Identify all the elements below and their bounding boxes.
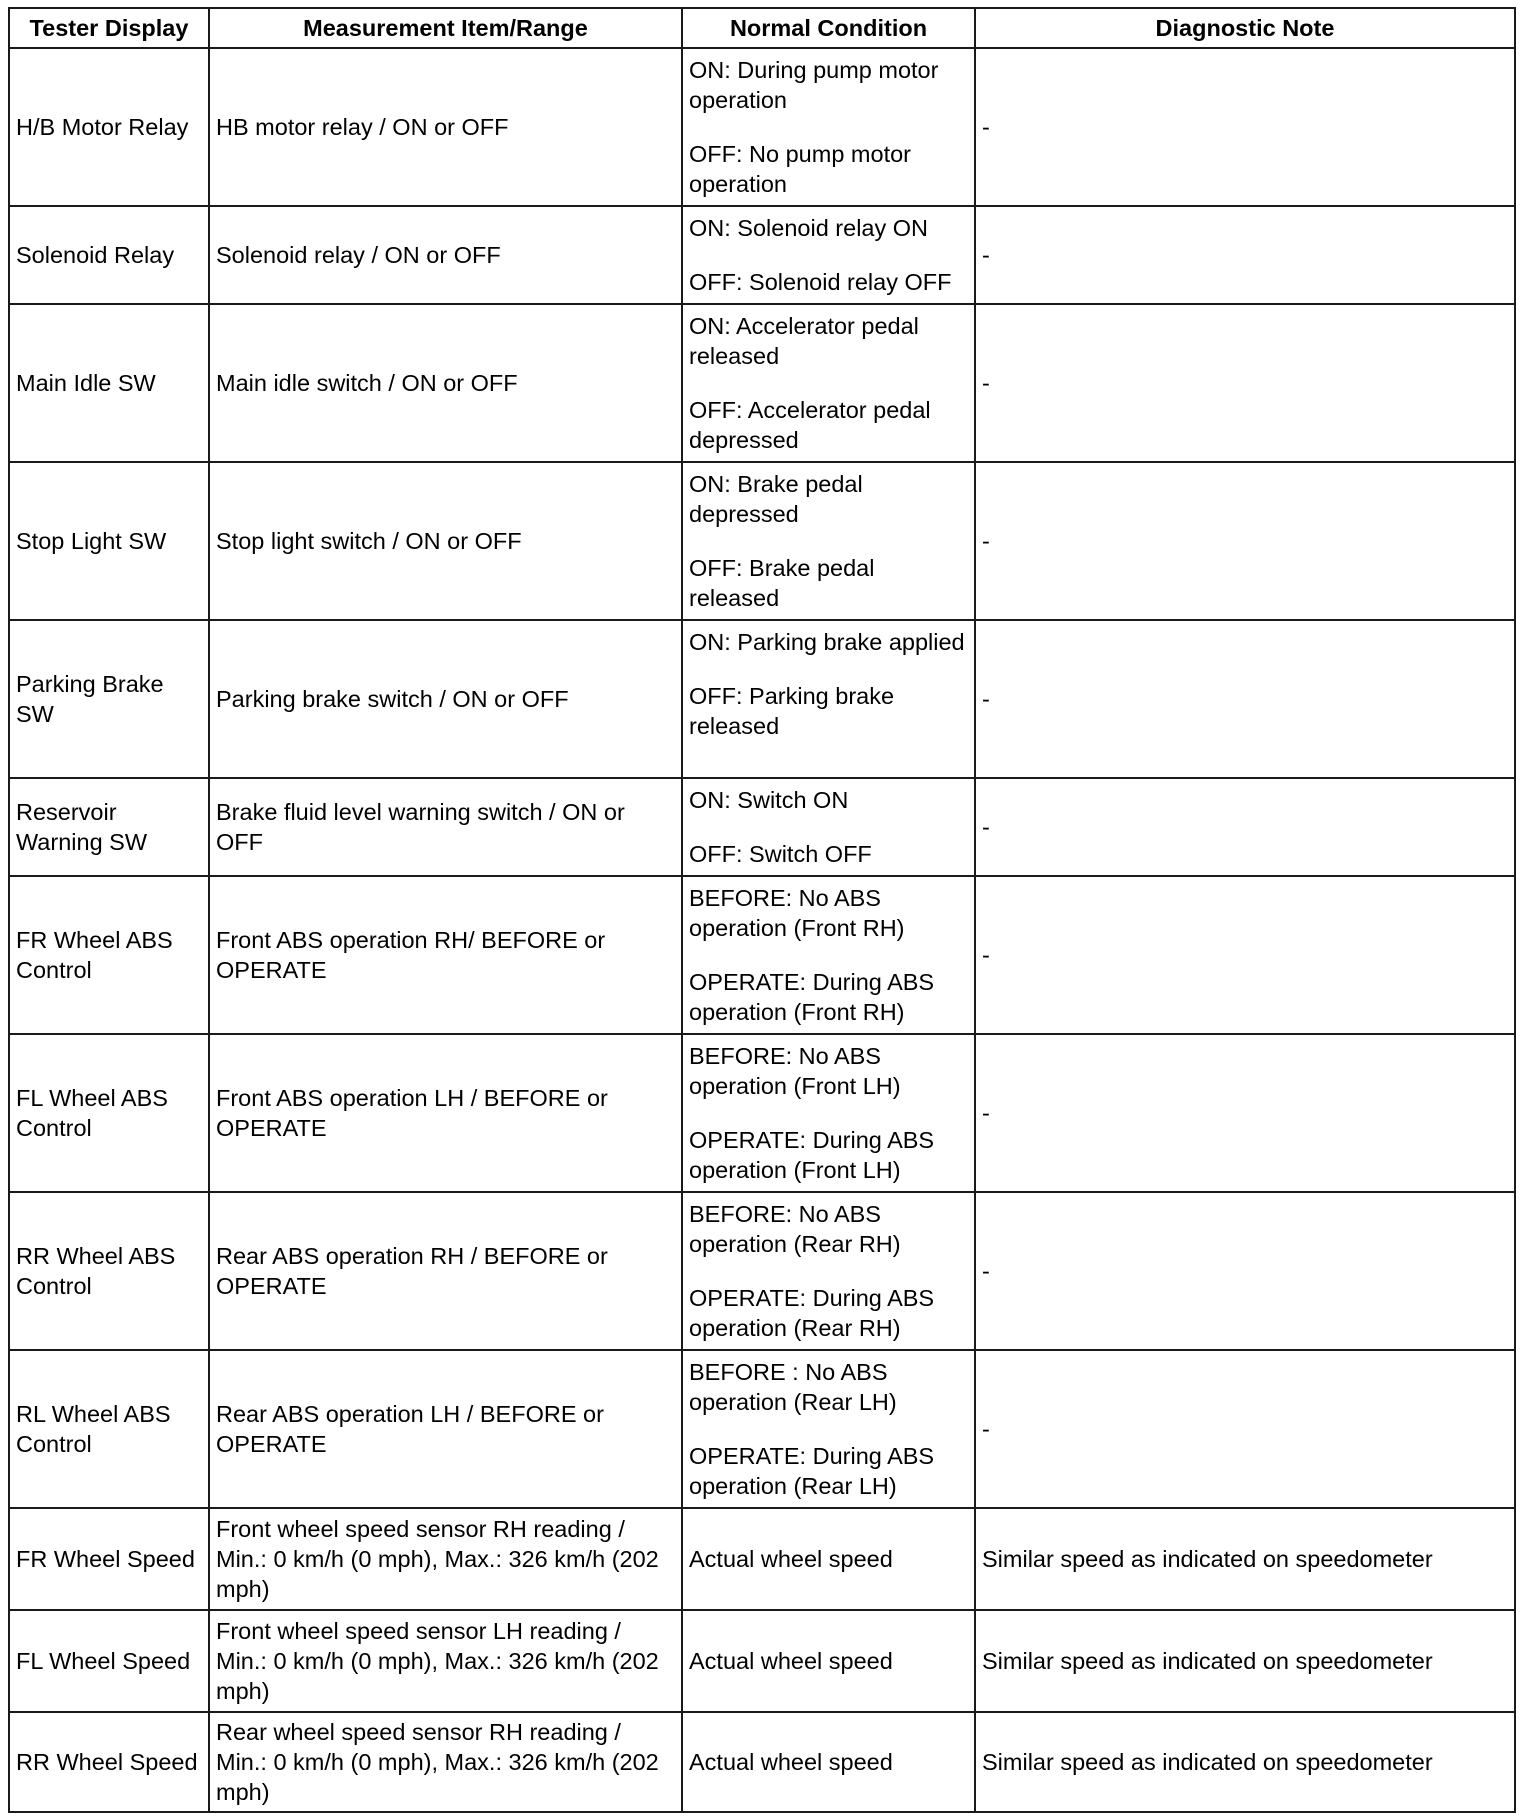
measurement-cell: HB motor relay / ON or OFF <box>209 48 682 206</box>
table-header-row <box>9 8 1515 48</box>
diagnostic-note-cell: - <box>975 206 1515 304</box>
condition-line: OPERATE: During ABS operation (Front RH) <box>689 969 935 1025</box>
normal-condition-cell <box>682 462 975 620</box>
condition-line: OFF: Parking brake released <box>689 683 895 739</box>
condition-line: OPERATE: During ABS operation (Front LH) <box>689 1127 935 1183</box>
diagnostic-note-cell: Similar speed as indicated on speedometer <box>975 1508 1515 1610</box>
condition-line: ON: Brake pedal depressed <box>689 471 863 527</box>
measurement-cell: Stop light switch / ON or OFF <box>209 462 682 620</box>
header-diagnostic-note: Diagnostic Note <box>975 8 1515 48</box>
table-row <box>9 48 1515 206</box>
table-row <box>9 1350 1515 1508</box>
header-normal-condition: Normal Condition <box>682 8 975 48</box>
diagnostic-note-cell: Similar speed as indicated on speedometer <box>975 1610 1515 1712</box>
table-row <box>9 304 1515 462</box>
tester-display-cell: FR Wheel Speed <box>9 1508 209 1610</box>
table-row <box>9 1192 1515 1350</box>
tester-display-cell: Stop Light SW <box>9 462 209 620</box>
table-row <box>9 1034 1515 1192</box>
diagnostic-note-cell: - <box>975 48 1515 206</box>
tester-display-cell: Main Idle SW <box>9 304 209 462</box>
condition-line: BEFORE: No ABS operation (Rear RH) <box>689 1201 901 1257</box>
table-row <box>9 876 1515 1034</box>
measurement-cell: Solenoid relay / ON or OFF <box>209 206 682 304</box>
condition-line: ON: Accelerator pedal released <box>689 313 919 369</box>
normal-condition-cell: Actual wheel speed <box>682 1712 975 1812</box>
table-row <box>9 1712 1515 1812</box>
diagnostic-note-cell: - <box>975 1034 1515 1192</box>
condition-line: BEFORE: No ABS operation (Front RH) <box>689 885 905 941</box>
table-row <box>9 206 1515 304</box>
condition-line: OFF: Switch OFF <box>689 841 872 867</box>
table-row <box>9 1610 1515 1712</box>
condition-line: ON: Solenoid relay ON <box>689 215 929 241</box>
normal-condition-cell <box>682 1034 975 1192</box>
normal-condition-cell: Actual wheel speed <box>682 1610 975 1712</box>
condition-line: OPERATE: During ABS operation (Rear LH) <box>689 1443 935 1499</box>
diagnostic-note-cell: - <box>975 620 1515 778</box>
tester-display-cell: FR Wheel ABS Control <box>9 876 209 1034</box>
header-measurement-item: Measurement Item/Range <box>209 8 682 48</box>
tester-display-cell: H/B Motor Relay <box>9 48 209 206</box>
condition-line: ON: Parking brake applied <box>689 629 965 655</box>
condition-line: OPERATE: During ABS operation (Rear RH) <box>689 1285 935 1341</box>
condition-line: OFF: Brake pedal released <box>689 555 875 611</box>
condition-line: BEFORE : No ABS operation (Rear LH) <box>689 1359 897 1415</box>
tester-display-cell: Parking Brake SW <box>9 620 209 778</box>
diagnostic-note-cell: - <box>975 1350 1515 1508</box>
tester-display-cell: RL Wheel ABS Control <box>9 1350 209 1508</box>
condition-line: ON: During pump motor operation <box>689 57 939 113</box>
condition-line: BEFORE: No ABS operation (Front LH) <box>689 1043 901 1099</box>
diagnostic-note-cell: Similar speed as indicated on speedometer <box>975 1712 1515 1812</box>
normal-condition-cell <box>682 876 975 1034</box>
tester-display-cell: Reservoir Warning SW <box>9 778 209 876</box>
measurement-cell: Rear wheel speed sensor RH reading / Min.: 0 km/h (0 mph), Max.: 326 km/h (202 mph) <box>209 1712 682 1812</box>
diagnostic-note-cell: - <box>975 778 1515 876</box>
tester-display-cell: Solenoid Relay <box>9 206 209 304</box>
measurement-cell: Front ABS operation RH/ BEFORE or OPERATE <box>209 876 682 1034</box>
condition-line: OFF: Accelerator pedal depressed <box>689 397 931 453</box>
normal-condition-cell <box>682 1192 975 1350</box>
table-row <box>9 620 1515 778</box>
table-row <box>9 1508 1515 1610</box>
normal-condition-cell <box>682 1350 975 1508</box>
normal-condition-cell <box>682 304 975 462</box>
normal-condition-cell <box>682 778 975 876</box>
condition-line: ON: Switch ON <box>689 787 849 813</box>
tester-display-cell: FL Wheel Speed <box>9 1610 209 1712</box>
measurement-cell: Rear ABS operation LH / BEFORE or OPERATE <box>209 1350 682 1508</box>
measurement-cell: Brake fluid level warning switch / ON or OFF <box>209 778 682 876</box>
measurement-cell: Front wheel speed sensor LH reading / Min.: 0 km/h (0 mph), Max.: 326 km/h (202 mph) <box>209 1610 682 1712</box>
tester-display-cell: RR Wheel Speed <box>9 1712 209 1812</box>
header-tester-display: Tester Display <box>9 8 209 48</box>
measurement-cell: Front ABS operation LH / BEFORE or OPERATE <box>209 1034 682 1192</box>
normal-condition-cell <box>682 620 975 778</box>
measurement-cell: Rear ABS operation RH / BEFORE or OPERATE <box>209 1192 682 1350</box>
measurement-cell: Main idle switch / ON or OFF <box>209 304 682 462</box>
diagnostic-note-cell: - <box>975 304 1515 462</box>
tester-display-cell: FL Wheel ABS Control <box>9 1034 209 1192</box>
tester-display-cell: RR Wheel ABS Control <box>9 1192 209 1350</box>
table-row <box>9 778 1515 876</box>
diagnostic-data-table <box>8 7 1516 1813</box>
measurement-cell: Parking brake switch / ON or OFF <box>209 620 682 778</box>
diagnostic-note-cell: - <box>975 876 1515 1034</box>
measurement-cell: Front wheel speed sensor RH reading / Min.: 0 km/h (0 mph), Max.: 326 km/h (202 mph) <box>209 1508 682 1610</box>
condition-line: OFF: No pump motor operation <box>689 141 911 197</box>
normal-condition-cell <box>682 48 975 206</box>
normal-condition-cell: Actual wheel speed <box>682 1508 975 1610</box>
condition-line: OFF: Solenoid relay OFF <box>689 269 952 295</box>
table-row <box>9 462 1515 620</box>
normal-condition-cell <box>682 206 975 304</box>
diagnostic-note-cell: - <box>975 1192 1515 1350</box>
diagnostic-note-cell: - <box>975 462 1515 620</box>
